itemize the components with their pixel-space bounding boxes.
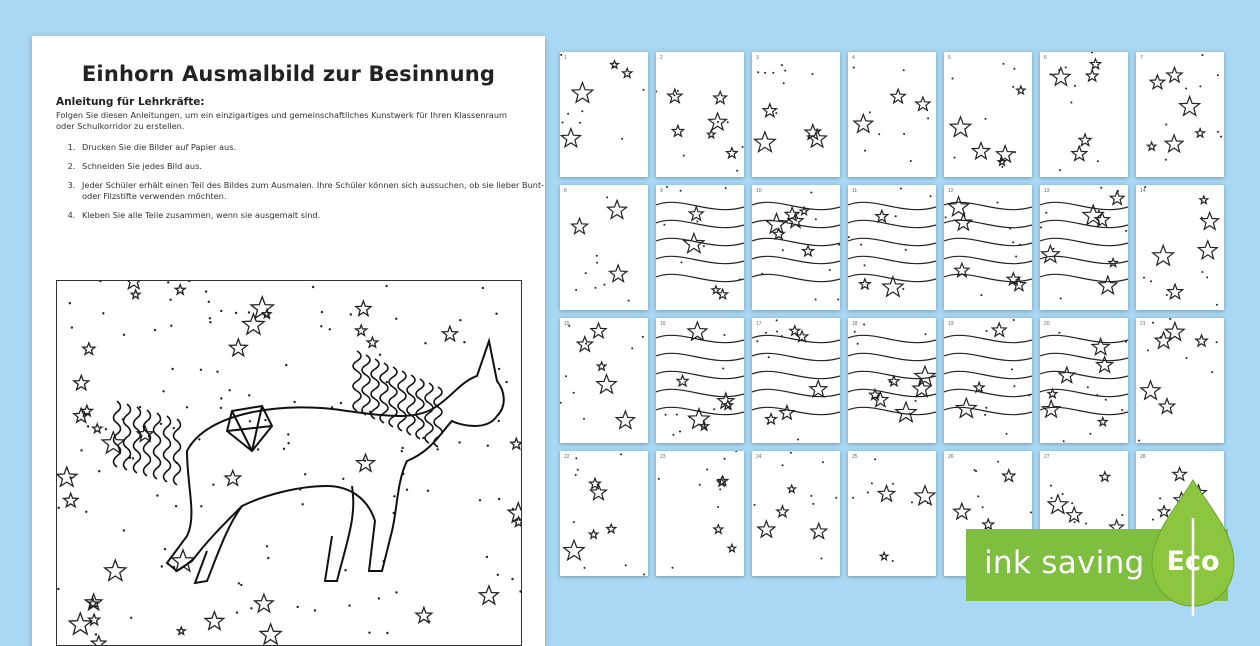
unicorn-tail: [114, 401, 181, 485]
tile-number: 14: [1140, 188, 1146, 194]
tile-artwork: [944, 318, 1032, 443]
tile-artwork: [1136, 318, 1224, 443]
puzzle-tile: [656, 318, 744, 443]
puzzle-tile: [560, 451, 648, 576]
tile-number: 10: [756, 188, 762, 194]
puzzle-tile: [752, 52, 840, 177]
tile-number: 27: [1044, 454, 1050, 460]
puzzle-tile: [848, 318, 936, 443]
puzzle-tile: [848, 451, 936, 576]
puzzle-tile: [944, 185, 1032, 310]
instructions-heading: Anleitung für Lehrkräfte:: [56, 96, 205, 108]
tile-number: 15: [564, 321, 570, 327]
ink-saving-label: ink saving: [984, 545, 1145, 581]
puzzle-tile: [848, 185, 936, 310]
tile-number: 11: [852, 188, 858, 194]
unicorn-illustration: [57, 281, 522, 646]
tile-number: 28: [1140, 454, 1146, 460]
tile-artwork: [1040, 318, 1128, 443]
tile-artwork: [560, 451, 648, 576]
tile-artwork: [848, 52, 936, 177]
tile-number: 19: [948, 321, 954, 327]
unicorn-mane: [353, 351, 442, 447]
tile-artwork: [848, 318, 936, 443]
tile-artwork: [752, 185, 840, 310]
tile-number: 26: [948, 454, 954, 460]
eco-label: Eco: [1166, 546, 1220, 577]
tile-number: 8: [564, 188, 567, 194]
unicorn-outline: [167, 341, 504, 583]
tile-artwork: [944, 52, 1032, 177]
tile-artwork: [752, 318, 840, 443]
tile-number: 9: [660, 188, 663, 194]
tile-artwork: [656, 52, 744, 177]
tile-number: 18: [852, 321, 858, 327]
tile-artwork: [1040, 52, 1128, 177]
tile-artwork: [848, 185, 936, 310]
tile-number: 20: [1044, 321, 1050, 327]
puzzle-tile: [656, 52, 744, 177]
puzzle-tile: [560, 52, 648, 177]
step-item: 2. Schneiden Sie jedes Bild aus.: [78, 161, 548, 172]
tile-artwork: [656, 185, 744, 310]
tile-artwork: [848, 451, 936, 576]
puzzle-tile: [944, 318, 1032, 443]
puzzle-tile: [1136, 52, 1224, 177]
puzzle-tile: [1040, 185, 1128, 310]
puzzle-tile: [656, 185, 744, 310]
puzzle-tile: [944, 52, 1032, 177]
step-item: 3. Jeder Schüler erhält einen Teil des Bildes zum Ausmalen. Ihre Schüler können sich aussuchen, ob sie lieber Bunt- oder Filzstifte verwenden möchten.: [78, 180, 548, 202]
tile-number: 16: [660, 321, 666, 327]
puzzle-tile: [752, 318, 840, 443]
tile-number: 3: [756, 55, 759, 61]
tile-artwork: [560, 52, 648, 177]
tile-grid: [560, 52, 1230, 582]
tile-artwork: [1136, 52, 1224, 177]
tile-artwork: [656, 318, 744, 443]
tile-artwork: [752, 451, 840, 576]
step-item: 1. Drucken Sie die Bilder auf Papier aus.: [78, 142, 548, 153]
tile-artwork: [752, 52, 840, 177]
tile-number: 2: [660, 55, 663, 61]
tile-artwork: [560, 318, 648, 443]
puzzle-tile: [1136, 185, 1224, 310]
tile-number: 1: [564, 55, 567, 61]
puzzle-tile: [752, 451, 840, 576]
tile-number: 13: [1044, 188, 1050, 194]
tile-number: 24: [756, 454, 762, 460]
tile-artwork: [1040, 185, 1128, 310]
puzzle-tile: [1040, 52, 1128, 177]
puzzle-tile: [1040, 318, 1128, 443]
tile-number: 6: [1044, 55, 1047, 61]
unicorn-coloring-image: [56, 280, 522, 646]
instructions-intro: Folgen Sie diesen Anleitungen, um ein einzigartiges und gemeinschaftliches Kunstwerk für Ihren Klassenraum oder Schulkorridor zu erstellen.: [56, 110, 507, 131]
tile-number: 12: [948, 188, 954, 194]
tile-artwork: [944, 185, 1032, 310]
tile-number: 17: [756, 321, 762, 327]
puzzle-tile: [752, 185, 840, 310]
tile-number: 7: [1140, 55, 1143, 61]
tile-number: 5: [948, 55, 951, 61]
tile-number: 21: [1140, 321, 1146, 327]
tile-number: 25: [852, 454, 858, 460]
tile-artwork: [656, 451, 744, 576]
instruction-steps: [56, 142, 548, 229]
puzzle-tile: [848, 52, 936, 177]
page-title: Einhorn Ausmalbild zur Besinnung: [81, 62, 496, 86]
step-item: 4. Kleben Sie alle Teile zusammen, wenn sie ausgemalt sind.: [78, 210, 548, 221]
tile-number: 22: [564, 454, 570, 460]
puzzle-tile: [1136, 318, 1224, 443]
puzzle-tile: [656, 451, 744, 576]
tile-number: 23: [660, 454, 666, 460]
puzzle-tile: [560, 185, 648, 310]
tile-artwork: [560, 185, 648, 310]
tile-artwork: [1136, 185, 1224, 310]
tile-number: 4: [852, 55, 855, 61]
worksheet-page: [32, 36, 545, 646]
puzzle-tile: [560, 318, 648, 443]
